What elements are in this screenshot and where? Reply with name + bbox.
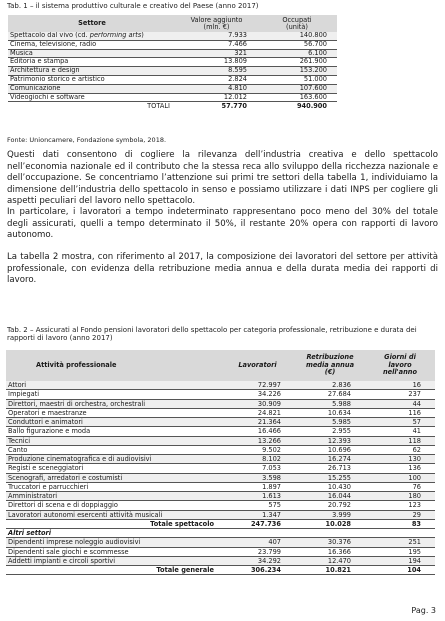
- table2-workers-cell: 1.613: [220, 492, 295, 501]
- table1-sector-text: Patrimonio storico e artistico: [10, 75, 105, 84]
- table1-row: [8, 32, 337, 40]
- table2-row: [6, 510, 435, 519]
- table2-days-cell: 123: [365, 501, 435, 510]
- table2-row: [6, 399, 435, 408]
- table1-sector-tail: ): [141, 32, 144, 40]
- table2-activity-cell: Produzione cinematografica e di audiovisivi: [6, 455, 220, 464]
- table2-activity-cell: Direttori, maestri di orchestra, orchestrali: [6, 399, 220, 408]
- table2-grand-total-row: [6, 566, 435, 575]
- table1-row: [8, 75, 337, 84]
- table2-row: [6, 390, 435, 399]
- table2-pay-cell: 3.999: [295, 510, 365, 519]
- table2-activity-cell: Truccatori e parrucchieri: [6, 482, 220, 491]
- table2-pay-cell: 12.470: [295, 556, 365, 565]
- table2-days-cell: 195: [365, 547, 435, 556]
- table1-sector-text: Spettacolo dal vivo (cd.: [10, 32, 90, 40]
- table2-workers-cell: 13.266: [220, 436, 295, 445]
- paragraph-1: Questi dati consentono di cogliere la rilevanza dell’industria creativa e dello spettacolo nell’economia nazionale ed il contributo che la stessa reca allo sviluppo della ricchezza nazionale e dell’occupazione. Se concentriamo l’attenzione sui primi tre settori della tabella 1, individuiamo la dimensione dell’industria dello spettacolo in senso e possiamo utilizzare i dati INPS per cogliere gli aspetti peculiari del lavoro nello spettacolo.: [7, 150, 438, 207]
- table2-row: [6, 445, 435, 454]
- table1-sector-cell: [8, 32, 176, 40]
- table2-pay-cell: 10.430: [295, 482, 365, 491]
- table2-activity-cell: Direttori di scena e di doppiaggio: [6, 501, 220, 510]
- table2-row: [6, 492, 435, 501]
- table1: [8, 15, 337, 110]
- table1-value-cell: 4.810: [176, 84, 257, 93]
- table2-days-cell: 136: [365, 464, 435, 473]
- table2-workers-cell: 30.909: [220, 399, 295, 408]
- table1-sector-text: Musica: [10, 49, 33, 57]
- table2-days-cell: 62: [365, 445, 435, 454]
- table2-row: [6, 455, 435, 464]
- table1-header-row: [8, 15, 337, 32]
- table2-pay-cell: 12.393: [295, 436, 365, 445]
- table2-pay-cell: 30.376: [295, 538, 365, 547]
- paragraph-2: In particolare, i lavoratori a tempo indeterminato rappresentano poco meno del 30% del totale degli assicurati, quelli a tempo determinato il 50%, il restante 20% opera con rapporti di lavoro autonomo.: [7, 207, 438, 241]
- table2-header-workers: Lavoratori: [220, 350, 295, 381]
- table2-workers-cell: 1.897: [220, 482, 295, 491]
- table1-sector-cell: [8, 67, 176, 76]
- table2-activity-cell: Operatori e maestranze: [6, 408, 220, 417]
- table2-total-spettacolo-row-days: 83: [365, 519, 435, 528]
- table2-header-days-line3: nell'anno: [382, 368, 418, 377]
- table1-sector-cell: [8, 40, 176, 49]
- table1-row: [8, 84, 337, 93]
- table2-workers-cell: 9.502: [220, 445, 295, 454]
- table2-pay-cell: 16.366: [295, 547, 365, 556]
- table1-employed-cell: 56.700: [257, 40, 337, 49]
- table1-row: [8, 93, 337, 102]
- table2-workers-cell: 8.102: [220, 455, 295, 464]
- table2-activity-cell: Dipendenti sale giochi e scommesse: [6, 547, 220, 556]
- table2-pay-cell: 5.988: [295, 399, 365, 408]
- table2-grand-total-row-days: 104: [365, 566, 435, 575]
- table2-days-cell: 41: [365, 427, 435, 436]
- table1-value-cell: 13.809: [176, 58, 257, 67]
- table2-days-cell: 180: [365, 492, 435, 501]
- table2-days-cell: 16: [365, 381, 435, 390]
- table2-workers-cell: 3.598: [220, 473, 295, 482]
- table1-sector-text: Videogiochi e software: [10, 93, 85, 101]
- table1-source: Fonte: Unioncamere, Fondazione symbola, 2018.: [7, 136, 167, 144]
- table1-header-value-line2: (mln. €): [203, 22, 230, 31]
- table2-total-spettacolo-row-label: Totale spettacolo: [6, 519, 220, 528]
- table2-row: [6, 547, 435, 556]
- table2-row: [6, 464, 435, 473]
- table2-row: [6, 556, 435, 565]
- table1-employed-cell: 261.900: [257, 58, 337, 67]
- table2-days-cell: 251: [365, 538, 435, 547]
- table2-header-days-line1: Giorni di: [384, 353, 416, 362]
- table1-sector-cell: [8, 93, 176, 102]
- table1-caption: Tab. 1 – il sistema produttivo culturale e creativo del Paese (anno 2017): [7, 2, 259, 10]
- table2-row: [6, 381, 435, 390]
- table2-row: [6, 418, 435, 427]
- table2-header-pay-line2: media annua: [305, 360, 355, 369]
- table2-row: [6, 482, 435, 491]
- paragraph-3: La tabella 2 mostra, con riferimento al 2017, la composizione dei lavoratori del settore per attività professionale, con evidenza della retribuzione media annua e della durata media dei rapporti di lavoro.: [7, 252, 438, 286]
- table2-pay-cell: 15.255: [295, 473, 365, 482]
- table2-activity-cell: Addetti impianti e circoli sportivi: [6, 556, 220, 565]
- table2-days-cell: 118: [365, 436, 435, 445]
- table1-value-cell: 7.466: [176, 40, 257, 49]
- table2-pay-cell: 20.792: [295, 501, 365, 510]
- table2-pay-cell: 2.836: [295, 381, 365, 390]
- table2-days-cell: 116: [365, 408, 435, 417]
- table1-header-sector: Settore: [8, 15, 176, 32]
- table2-pay-cell: 10.696: [295, 445, 365, 454]
- table2-activity-cell: Conduttori e animatori: [6, 418, 220, 427]
- table1-row: [8, 49, 337, 58]
- table2-header-days-line2: lavoro: [388, 360, 412, 369]
- table2-row: [6, 501, 435, 510]
- table2-section-label: Altri settori: [6, 529, 435, 538]
- table1-header-value-line1: Valore aggiunto: [190, 15, 243, 24]
- table2-grand-total-row-pay: 10.821: [295, 566, 365, 575]
- table1-employed-cell: 6.100: [257, 49, 337, 58]
- table2-workers-cell: 23.799: [220, 547, 295, 556]
- table1-sector-cell: [8, 84, 176, 93]
- table1-employed-cell: 140.800: [257, 32, 337, 40]
- table2-activity-cell: Ballo figurazione e moda: [6, 427, 220, 436]
- table2-row: [6, 538, 435, 547]
- table2-workers-cell: 21.364: [220, 418, 295, 427]
- table1-value-cell: 7.933: [176, 32, 257, 40]
- table2-days-cell: 44: [365, 399, 435, 408]
- table2-days-cell: 130: [365, 455, 435, 464]
- table1-sector-text: Editoria e stampa: [10, 57, 69, 66]
- table1-header-employed-line2: (unità): [286, 22, 308, 31]
- table2-days-cell: 194: [365, 556, 435, 565]
- table2-total-spettacolo-row-workers: 247.736: [220, 519, 295, 528]
- table2-section-row: [6, 529, 435, 538]
- table1-total-row: [8, 102, 337, 111]
- table1-total-value: 57.770: [176, 102, 257, 111]
- table2-pay-cell: 26.713: [295, 464, 365, 473]
- table2-header-pay-line1: Retribuzione: [306, 353, 354, 362]
- table2-workers-cell: 575: [220, 501, 295, 510]
- table2-days-cell: 237: [365, 390, 435, 399]
- table1-sector-italic: performing arts: [89, 32, 142, 40]
- table2-row: [6, 408, 435, 417]
- table2-workers-cell: 34.226: [220, 390, 295, 399]
- table2-pay-cell: 16.274: [295, 455, 365, 464]
- table2-workers-cell: 34.292: [220, 556, 295, 565]
- table2-header-activity: Attività professionale: [6, 350, 220, 381]
- table1-value-cell: 8.595: [176, 67, 257, 76]
- table2-header-pay-line3: (€): [324, 368, 336, 377]
- table2-days-cell: 100: [365, 473, 435, 482]
- table1-header-employed: [257, 15, 337, 32]
- table2: [6, 350, 435, 575]
- table2-grand-total-row-workers: 306.234: [220, 566, 295, 575]
- table1-sector-text: Cinema, televisione, radio: [10, 40, 97, 48]
- table2-pay-cell: 10.634: [295, 408, 365, 417]
- table2-workers-cell: 407: [220, 538, 295, 547]
- table1-sector-cell: [8, 75, 176, 84]
- table2-activity-cell: Registi e sceneggiatori: [6, 464, 220, 473]
- table1-employed-cell: 107.600: [257, 84, 337, 93]
- table2-total-spettacolo-row-pay: 10.028: [295, 519, 365, 528]
- table1-total-label: TOTALI: [8, 102, 176, 111]
- table2-pay-cell: 5.985: [295, 418, 365, 427]
- table2-pay-cell: 27.684: [295, 390, 365, 399]
- table2-activity-cell: Attori: [6, 381, 220, 390]
- table1-value-cell: 2.824: [176, 75, 257, 84]
- table1-row: [8, 58, 337, 67]
- table2-workers-cell: 1.347: [220, 510, 295, 519]
- table2-days-cell: 29: [365, 510, 435, 519]
- table2-days-cell: 57: [365, 418, 435, 427]
- table1-employed-cell: 163.600: [257, 93, 337, 102]
- table1-sector-text: Comunicazione: [10, 84, 61, 92]
- table1-employed-cell: 51.000: [257, 75, 337, 84]
- table2-header-days: [365, 350, 435, 381]
- table2-caption: Tab. 2 – Assicurati al Fondo pensioni lavoratori dello spettacolo per categoria professionale, retribuzione e durata dei rapporti di lavoro (anno 2017): [7, 326, 417, 342]
- table2-workers-cell: 72.997: [220, 381, 295, 390]
- table2-row: [6, 427, 435, 436]
- table1-sector-text: Architettura e design: [10, 66, 80, 75]
- table1-value-cell: 321: [176, 49, 257, 58]
- table2-activity-cell: Impiegati: [6, 390, 220, 399]
- table2-row: [6, 436, 435, 445]
- table1-total-employed: 940.900: [257, 102, 337, 111]
- table2-grand-total-row-label: Totale generale: [6, 566, 220, 575]
- table1-row: [8, 67, 337, 76]
- table1-row: [8, 40, 337, 49]
- table2-activity-cell: Lavoratori autonomi esercenti attività musicali: [6, 510, 220, 519]
- table2-total-spettacolo-row: [6, 519, 435, 528]
- table1-employed-cell: 153.200: [257, 67, 337, 76]
- table2-header-pay: [295, 350, 365, 381]
- table1-header-value: [176, 15, 257, 32]
- table1-sector-cell: [8, 58, 176, 67]
- page-number: Pag. 3: [411, 606, 436, 615]
- table2-header-row: [6, 350, 435, 381]
- table2-workers-cell: 16.466: [220, 427, 295, 436]
- table2-activity-cell: Amministratori: [6, 492, 220, 501]
- table2-activity-cell: Scenografi, arredatori e costumisti: [6, 473, 220, 482]
- table2-pay-cell: 2.955: [295, 427, 365, 436]
- table2-activity-cell: Dipendenti imprese noleggio audiovisivi: [6, 538, 220, 547]
- table1-header-employed-line1: Occupati: [282, 15, 312, 24]
- table1-value-cell: 12.012: [176, 93, 257, 102]
- table2-activity-cell: Tecnici: [6, 436, 220, 445]
- table2-workers-cell: 7.053: [220, 464, 295, 473]
- table1-sector-cell: [8, 49, 176, 58]
- table2-pay-cell: 16.044: [295, 492, 365, 501]
- table2-days-cell: 76: [365, 482, 435, 491]
- table2-row: [6, 473, 435, 482]
- table2-activity-cell: Canto: [6, 445, 220, 454]
- table2-workers-cell: 24.821: [220, 408, 295, 417]
